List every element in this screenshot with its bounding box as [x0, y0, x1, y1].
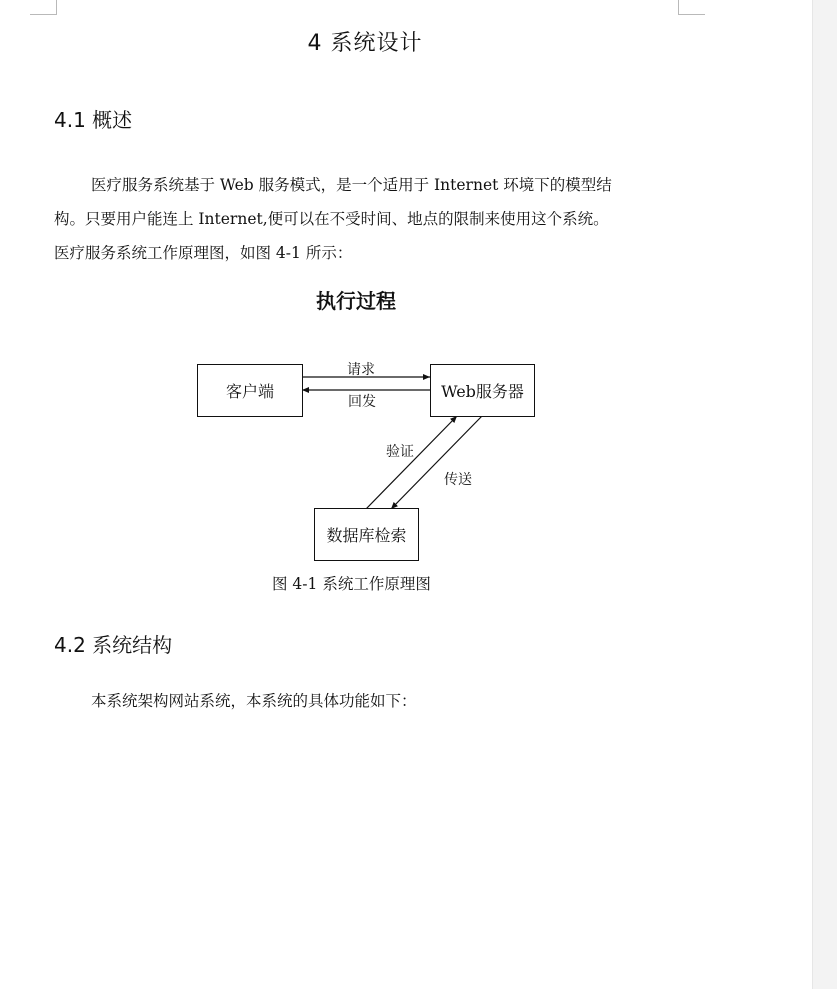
overview-line-1: 医疗服务系统基于 Web 服务模式，是一个适用于 Internet 环境下的模型结 [91, 176, 612, 194]
figure-caption: 图 4-1 系统工作原理图 [272, 575, 431, 593]
node-client: 客户端 [197, 364, 303, 417]
structure-paragraph: 本系统架构网站系统，本系统的具体功能如下： [91, 692, 417, 710]
diagram-title: 执行过程 [316, 289, 396, 313]
vertical-scroll-gutter[interactable] [812, 0, 837, 989]
section-heading-overview: 4.1 概述 [54, 108, 133, 132]
label-request: 请求 [347, 362, 375, 378]
label-transfer: 传送 [444, 472, 472, 488]
label-verify: 验证 [386, 444, 414, 460]
overview-line-2: 构。只要用户能连上 Internet,便可以在不受时间、地点的限制来使用这个系统。 [54, 210, 609, 228]
arrow-transfer [391, 416, 482, 509]
node-database-search: 数据库检索 [314, 508, 419, 561]
overview-line-3: 医疗服务系统工作原理图，如图 4-1 所示： [54, 244, 353, 262]
label-reply: 回发 [348, 394, 376, 410]
node-web-server: Web服务器 [430, 364, 535, 417]
section-heading-structure: 4.2 系统结构 [54, 633, 173, 657]
chapter-title: 4 系统设计 [307, 31, 423, 56]
arrow-verify [366, 416, 457, 509]
